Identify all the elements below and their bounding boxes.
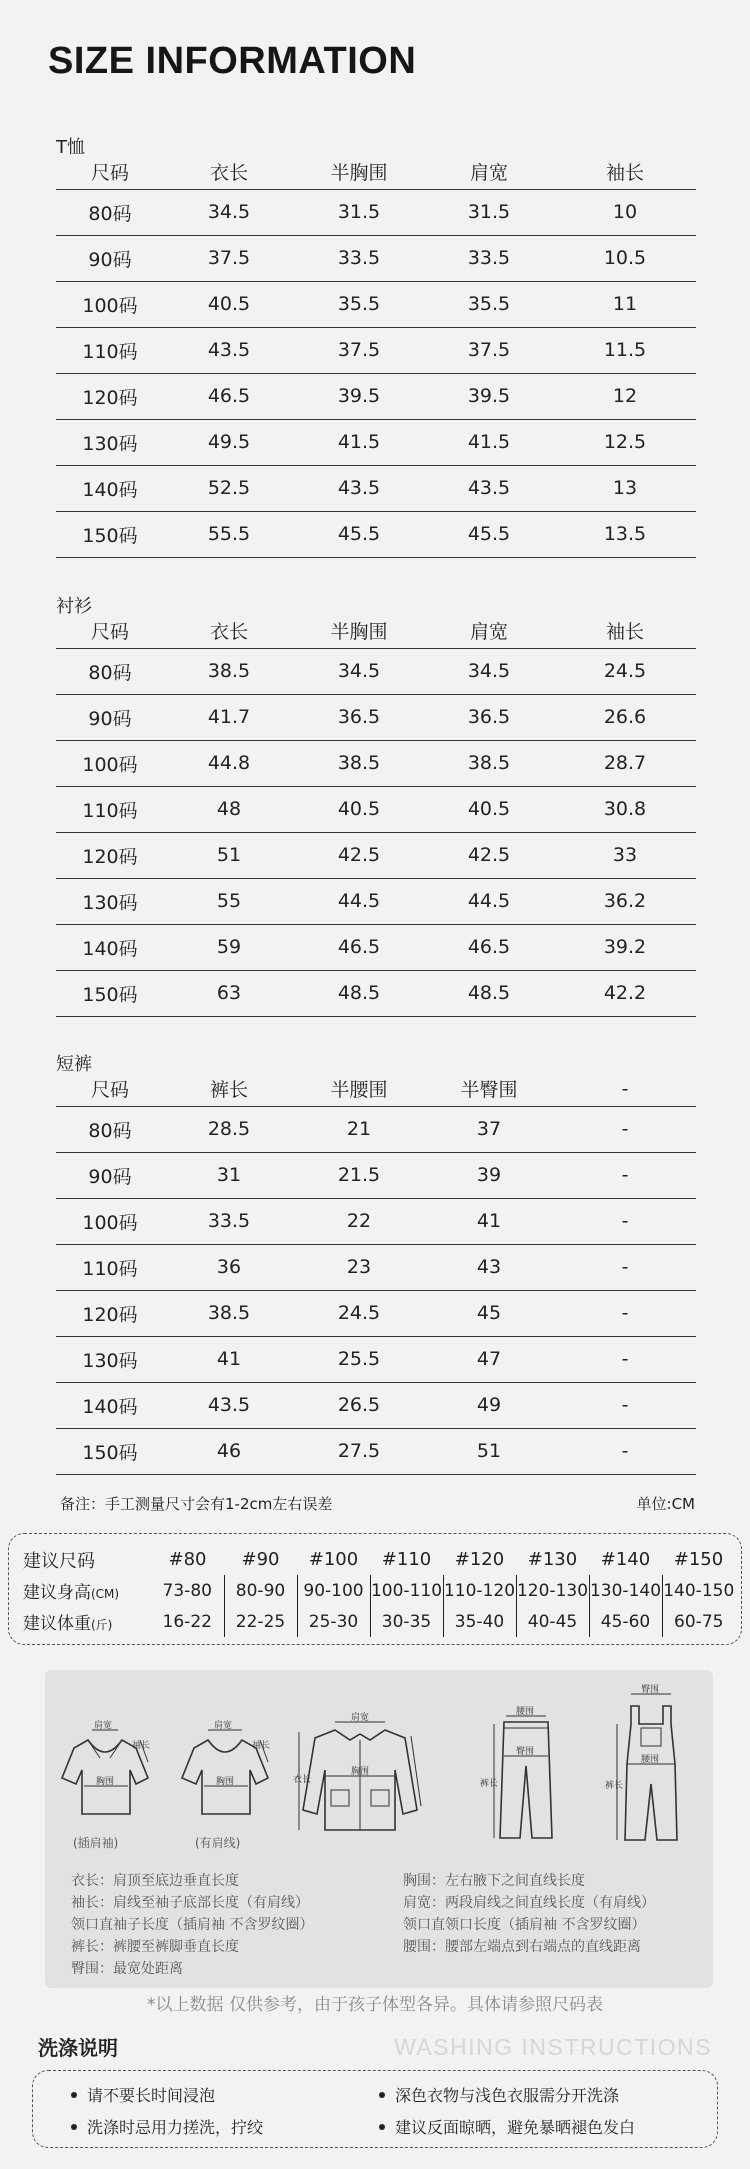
table-row — [56, 740, 696, 786]
table-cell: 49 — [424, 1382, 554, 1428]
wash-title: 洗涤说明 — [38, 2036, 118, 2060]
table-cell: 33.5 — [294, 235, 424, 281]
table-cell: 40.5 — [164, 281, 294, 327]
recommend-cell: 25-30 — [297, 1606, 370, 1637]
table-cell: 11.5 — [554, 327, 696, 373]
desc-line: 领口直袖子长度（插肩袖 不含罗纹圈） — [71, 1917, 314, 1933]
table-cell: 22 — [294, 1198, 424, 1244]
table-cell: 21.5 — [294, 1152, 424, 1198]
sleeve-label: 袖长 — [252, 1741, 271, 1751]
table-cell: 34.5 — [294, 648, 424, 694]
waist-label: 腰围 — [641, 1755, 660, 1765]
pants-length-label: 裤长 — [605, 1781, 624, 1791]
size-row-label: 建议尺码 — [23, 1550, 95, 1572]
table-cell: 39.5 — [294, 373, 424, 419]
height-label-text: 建议身高 — [23, 1583, 91, 1603]
table-cell: 100码 — [56, 1198, 164, 1244]
table-cell: 140码 — [56, 924, 164, 970]
shoulder-label: 肩宽 — [94, 1721, 113, 1731]
table-cell: 130码 — [56, 1336, 164, 1382]
table-cell: 21 — [294, 1106, 424, 1152]
table-cell: 45.5 — [424, 511, 554, 557]
table-cell: 63 — [164, 970, 294, 1016]
table-cell: 10 — [554, 189, 696, 235]
table-row — [56, 924, 696, 970]
table-cell: 46.5 — [424, 924, 554, 970]
table-cell: 41 — [424, 1198, 554, 1244]
height-unit: (CM) — [91, 1587, 120, 1601]
table-cell: 11 — [554, 281, 696, 327]
table-cell: 120码 — [56, 832, 164, 878]
table-cell: 24.5 — [294, 1290, 424, 1336]
table-cell: 45.5 — [294, 511, 424, 557]
chest-label: 胸围 — [216, 1777, 235, 1787]
table-cell: 31.5 — [294, 189, 424, 235]
bullet-icon — [71, 2092, 77, 2098]
table-cell: 35.5 — [424, 281, 554, 327]
table-cell: 41.5 — [424, 419, 554, 465]
table-cell: 110码 — [56, 1244, 164, 1290]
table-cell: 33.5 — [424, 235, 554, 281]
table-cell: 49.5 — [164, 419, 294, 465]
table-cell: 28.5 — [164, 1106, 294, 1152]
recommend-cell: 60-75 — [674, 1611, 724, 1632]
recommend-cell: 73-80 — [151, 1575, 224, 1606]
recommend-cell: 80-90 — [224, 1575, 297, 1606]
wash-item — [379, 2115, 635, 2138]
column-header: 衣长 — [164, 155, 294, 189]
desc-line: 肩宽：两段肩线之间直线长度（有肩线） — [403, 1895, 655, 1911]
table-cell: 110码 — [56, 786, 164, 832]
recommend-cell: #110 — [381, 1549, 432, 1570]
table-cell: 130码 — [56, 419, 164, 465]
table-cell: 80码 — [56, 189, 164, 235]
table-cell: 48 — [164, 786, 294, 832]
table-cell: - — [554, 1244, 696, 1290]
desc-line: 臀围：最宽处距离 — [71, 1961, 183, 1977]
table-cell: - — [554, 1336, 696, 1382]
table-cell: 37 — [424, 1106, 554, 1152]
table-row — [56, 1290, 696, 1336]
table-cell: 34.5 — [164, 189, 294, 235]
recommend-cell: #130 — [527, 1549, 578, 1570]
chest-label: 胸围 — [96, 1777, 115, 1787]
table-cell: 90码 — [56, 1152, 164, 1198]
table-cell: - — [554, 1428, 696, 1474]
desc-line: 胸围：左右腋下之间直线长度 — [403, 1873, 585, 1889]
table-cell: 150码 — [56, 970, 164, 1016]
table-cell: 110码 — [56, 327, 164, 373]
weight-unit: (斤) — [91, 1618, 113, 1632]
table-cell: 33 — [554, 832, 696, 878]
size-table — [56, 155, 696, 558]
desc-line: 领口直领口长度（插肩袖 不含罗纹圈） — [403, 1917, 646, 1933]
table-cell: 42.5 — [424, 832, 554, 878]
table-cell: 31 — [164, 1152, 294, 1198]
wash-item-text: 请不要长时间浸泡 — [87, 2086, 216, 2105]
table-cell: 37.5 — [424, 327, 554, 373]
table-row — [56, 511, 696, 557]
recommended-size-box — [8, 1533, 742, 1645]
recommend-cell: #120 — [454, 1549, 505, 1570]
table-cell: 26.5 — [294, 1382, 424, 1428]
desc-left — [71, 1870, 313, 1980]
bullet-icon — [71, 2124, 77, 2130]
hip-label: 臀围 — [641, 1685, 660, 1695]
wash-title-en: WASHING INSTRUCTIONS — [394, 2034, 712, 2060]
table-cell: 90码 — [56, 694, 164, 740]
recommend-cell: 16-22 — [151, 1606, 224, 1637]
table-cell: 46 — [164, 1428, 294, 1474]
table-cell: 47 — [424, 1336, 554, 1382]
table-cell: 36.5 — [424, 694, 554, 740]
bullet-icon — [379, 2092, 385, 2098]
table-row — [56, 373, 696, 419]
table-cell: 46.5 — [164, 373, 294, 419]
table-row — [56, 832, 696, 878]
recommend-cell: 35-40 — [443, 1606, 516, 1637]
shoulder-label: 肩宽 — [214, 1721, 233, 1731]
table-cell: 38.5 — [164, 1290, 294, 1336]
table-cell: 80码 — [56, 648, 164, 694]
desc-right — [403, 1870, 655, 1958]
table-cell: 43.5 — [164, 1382, 294, 1428]
wash-item — [71, 2115, 263, 2138]
measurement-diagram — [45, 1670, 713, 1988]
column-header: 半臀围 — [424, 1072, 554, 1106]
size-table-tshirt — [56, 133, 696, 558]
disclaimer: *以上数据 仅供参考，由于孩子体型各异。具体请参照尺码表 — [147, 1995, 603, 2015]
desc-line: 衣长：肩顶至底边垂直长度 — [71, 1873, 239, 1889]
weight-row-label — [23, 1606, 151, 1637]
table-cell: 43.5 — [164, 327, 294, 373]
table-cell: 26.6 — [554, 694, 696, 740]
wash-item — [71, 2083, 215, 2106]
chest-label: 胸围 — [351, 1767, 370, 1777]
recommend-cell: 100-110 — [370, 1575, 443, 1606]
table-cell: 44.5 — [424, 878, 554, 924]
column-header: 尺码 — [56, 1072, 164, 1106]
table-cell: - — [554, 1152, 696, 1198]
table-cell: 140码 — [56, 465, 164, 511]
recommend-cell: 45-60 — [589, 1606, 662, 1637]
table-title: 衬衫 — [56, 596, 92, 617]
table-cell: 43.5 — [424, 465, 554, 511]
length-label: 衣长 — [293, 1775, 312, 1785]
table-cell: 140码 — [56, 1382, 164, 1428]
column-header: 半胸围 — [294, 614, 424, 648]
overalls-icon — [605, 1684, 695, 1850]
measurement-note: 备注：手工测量尺寸会有1-2cm左右误差 — [60, 1495, 333, 1513]
wash-item-text: 洗涤时忌用力搓洗，拧绞 — [87, 2118, 264, 2137]
table-cell: 25.5 — [294, 1336, 424, 1382]
table-cell: 13 — [554, 465, 696, 511]
recommend-cell: 40-45 — [516, 1606, 589, 1637]
column-header: - — [554, 1072, 696, 1106]
table-cell: 80码 — [56, 1106, 164, 1152]
table-cell: 120码 — [56, 1290, 164, 1336]
table-cell: 43.5 — [294, 465, 424, 511]
table-cell: 24.5 — [554, 648, 696, 694]
table-cell: 39.2 — [554, 924, 696, 970]
table-title: T恤 — [56, 137, 85, 158]
table-row — [56, 786, 696, 832]
waist-label: 腰围 — [516, 1707, 535, 1717]
table-cell: 36.2 — [554, 878, 696, 924]
table-cell: 150码 — [56, 511, 164, 557]
size-table-shirt — [56, 592, 696, 1017]
table-cell: 44.8 — [164, 740, 294, 786]
wash-item — [379, 2083, 619, 2106]
shirt-icon — [295, 1710, 425, 1840]
unit-note: 单位:CM — [636, 1495, 695, 1513]
table-cell: 100码 — [56, 281, 164, 327]
table-row — [56, 327, 696, 373]
table-row — [56, 1336, 696, 1382]
pants-icon — [480, 1708, 570, 1848]
table-row — [56, 1244, 696, 1290]
recommend-cell: #140 — [600, 1549, 651, 1570]
table-cell: 34.5 — [424, 648, 554, 694]
table-cell: 40.5 — [424, 786, 554, 832]
table-cell: 42.2 — [554, 970, 696, 1016]
table-cell: 51 — [424, 1428, 554, 1474]
table-row — [56, 878, 696, 924]
table-cell: 41.7 — [164, 694, 294, 740]
table-cell: 30.8 — [554, 786, 696, 832]
table-cell: 12.5 — [554, 419, 696, 465]
tshirt-shoulder-icon — [180, 1718, 270, 1818]
recommend-cell: 22-25 — [224, 1606, 297, 1637]
recommend-cell: 120-130 — [516, 1575, 589, 1606]
table-row — [56, 648, 696, 694]
table-cell: 48.5 — [294, 970, 424, 1016]
table-row — [56, 419, 696, 465]
table-cell: 100码 — [56, 740, 164, 786]
table-cell: 44.5 — [294, 878, 424, 924]
table-row — [56, 235, 696, 281]
sleeve-label: 袖长 — [132, 1741, 151, 1751]
table-row — [56, 281, 696, 327]
desc-line: 袖长：肩线至袖子底部长度（有肩线） — [71, 1895, 309, 1911]
recommend-cell: #150 — [673, 1549, 724, 1570]
shoulder-seam-caption: (有肩线) — [195, 1836, 241, 1850]
table-cell: 31.5 — [424, 189, 554, 235]
table-cell: 42.5 — [294, 832, 424, 878]
recommend-cell: 130-140 — [589, 1575, 662, 1606]
table-cell: 38.5 — [424, 740, 554, 786]
desc-line: 腰围：腰部左端点到右端点的直线距离 — [403, 1939, 641, 1955]
table-cell: 37.5 — [294, 327, 424, 373]
size-table-shorts — [56, 1050, 696, 1475]
table-cell: - — [554, 1106, 696, 1152]
table-cell: 10.5 — [554, 235, 696, 281]
table-cell: 37.5 — [164, 235, 294, 281]
table-cell: 33.5 — [164, 1198, 294, 1244]
table-cell: 48.5 — [424, 970, 554, 1016]
table-cell: 46.5 — [294, 924, 424, 970]
table-row — [56, 970, 696, 1016]
raglan-caption: (插肩袖) — [73, 1836, 119, 1850]
column-header: 尺码 — [56, 155, 164, 189]
page-title: SIZE INFORMATION — [48, 40, 417, 82]
recommend-cell: #100 — [308, 1549, 359, 1570]
recommend-cell: 110-120 — [443, 1575, 516, 1606]
column-header: 半腰围 — [294, 1072, 424, 1106]
table-cell: 55.5 — [164, 511, 294, 557]
height-row-label — [23, 1575, 151, 1606]
table-cell: 150码 — [56, 1428, 164, 1474]
table-row — [56, 189, 696, 235]
table-cell: 52.5 — [164, 465, 294, 511]
table-cell: 35.5 — [294, 281, 424, 327]
column-header: 肩宽 — [424, 155, 554, 189]
table-cell: 39.5 — [424, 373, 554, 419]
bullet-icon — [379, 2124, 385, 2130]
recommend-cell: #80 — [168, 1549, 207, 1570]
column-header: 袖长 — [554, 155, 696, 189]
table-cell: 27.5 — [294, 1428, 424, 1474]
table-cell: 13.5 — [554, 511, 696, 557]
table-cell: - — [554, 1290, 696, 1336]
table-row — [56, 694, 696, 740]
table-cell: 51 — [164, 832, 294, 878]
column-header: 裤长 — [164, 1072, 294, 1106]
recommend-cell: 30-35 — [370, 1606, 443, 1637]
table-title: 短裤 — [56, 1054, 92, 1075]
table-cell: 12 — [554, 373, 696, 419]
table-cell: 55 — [164, 878, 294, 924]
recommend-cell: 90-100 — [297, 1575, 370, 1606]
table-cell: 28.7 — [554, 740, 696, 786]
recommended-size-table — [23, 1544, 735, 1637]
table-row — [56, 1382, 696, 1428]
table-row — [56, 1106, 696, 1152]
size-table — [56, 1072, 696, 1475]
column-header: 袖长 — [554, 614, 696, 648]
table-cell: 120码 — [56, 373, 164, 419]
shoulder-label: 肩宽 — [351, 1713, 370, 1723]
pants-length-label: 裤长 — [480, 1779, 499, 1789]
table-cell: 23 — [294, 1244, 424, 1290]
recommend-cell: #90 — [241, 1549, 280, 1570]
table-row — [56, 1428, 696, 1474]
table-cell: 38.5 — [164, 648, 294, 694]
table-cell: 38.5 — [294, 740, 424, 786]
table-cell: 41 — [164, 1336, 294, 1382]
hip-label: 臀围 — [516, 1747, 535, 1757]
table-cell: 130码 — [56, 878, 164, 924]
wash-instructions-box — [32, 2070, 718, 2148]
table-cell: 36.5 — [294, 694, 424, 740]
column-header: 尺码 — [56, 614, 164, 648]
table-row — [56, 1152, 696, 1198]
table-cell: 39 — [424, 1152, 554, 1198]
table-cell: 45 — [424, 1290, 554, 1336]
size-table — [56, 614, 696, 1017]
wash-item-text: 深色衣物与浅色衣服需分开洗涤 — [395, 2086, 620, 2105]
table-row — [56, 1198, 696, 1244]
tshirt-raglan-icon — [60, 1718, 150, 1818]
table-cell: 90码 — [56, 235, 164, 281]
column-header: 半胸围 — [294, 155, 424, 189]
column-header: 肩宽 — [424, 614, 554, 648]
table-cell: 59 — [164, 924, 294, 970]
weight-label-text: 建议体重 — [23, 1614, 91, 1634]
table-row — [56, 465, 696, 511]
desc-line: 裤长：裤腰至裤脚垂直长度 — [71, 1939, 239, 1955]
table-cell: 40.5 — [294, 786, 424, 832]
column-header: 衣长 — [164, 614, 294, 648]
table-cell: 41.5 — [294, 419, 424, 465]
table-cell: - — [554, 1382, 696, 1428]
table-cell: 43 — [424, 1244, 554, 1290]
wash-item-text: 建议反面晾晒，避免暴晒褪色发白 — [395, 2118, 636, 2137]
table-cell: 36 — [164, 1244, 294, 1290]
recommend-cell: 140-150 — [663, 1580, 735, 1601]
table-cell: - — [554, 1198, 696, 1244]
